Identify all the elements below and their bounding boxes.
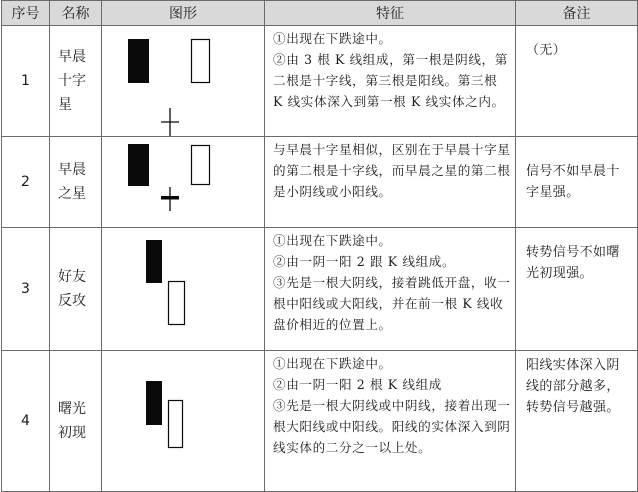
row-no: 1 <box>2 26 50 137</box>
table-row <box>2 228 638 351</box>
bullish-candle-body <box>169 282 185 325</box>
bearish-candle-body <box>146 381 162 425</box>
row-no: 4 <box>2 351 50 492</box>
piercing-line-chart <box>102 351 265 491</box>
row-name-text: 曙光初现 <box>58 401 86 441</box>
row-no: 3 <box>2 228 50 351</box>
feature-line: ①出现在下跌途中。 <box>273 31 392 46</box>
bearish-candle-body <box>128 39 149 83</box>
header-note: 备注 <box>516 1 638 26</box>
row-features <box>265 351 516 492</box>
morning-doji-star-candlestick-pattern-icon <box>102 26 265 137</box>
candlestick-patterns-table <box>1 0 638 492</box>
row-note: 阳线实体深入阴线的部分越多，转势信号越强。 <box>516 351 638 492</box>
table-row <box>2 137 638 228</box>
bearish-candle-body <box>128 144 149 186</box>
feature-line: ①出现在下跌途中。 <box>273 356 392 371</box>
feature-line: ③先是一根大阴线，接着跳低开盘，收一根中阳线或大阳线，并在前一根 K 线收盘价相近的位置上。 <box>273 275 511 332</box>
table-header-row <box>2 1 638 26</box>
bullish-candle-body <box>169 401 183 448</box>
table-row <box>2 351 638 492</box>
row-note: 转势信号不如曙光初现强。 <box>516 228 638 351</box>
morning-doji-star-chart <box>102 26 265 136</box>
row-name <box>50 351 102 492</box>
bullish-counterattack-chart <box>102 228 265 350</box>
bullish-counterattack-candlestick-pattern-icon <box>102 228 265 351</box>
row-name-text: 好友反攻 <box>58 269 86 309</box>
row-note: 信号不如早晨十字星强。 <box>516 137 638 228</box>
bullish-candle-body <box>192 40 210 83</box>
bearish-candle-body <box>146 240 162 283</box>
row-features <box>265 26 516 137</box>
row-features <box>265 228 516 351</box>
bullish-candle-body <box>192 146 210 185</box>
row-no: 2 <box>2 137 50 228</box>
morning-star-candlestick-pattern-icon <box>102 137 265 228</box>
feature-line: ②由 3 根 K 线组成，第一根是阴线，第二根是十字线，第三根是阳线。第三根 K 线实体深入到第一根 K 线实体之内。 <box>273 52 508 109</box>
piercing-line-candlestick-pattern-icon <box>102 351 265 492</box>
header-no: 序号 <box>2 1 50 26</box>
feature-line: 与早晨十字星相似，区别在于早晨十字星的第二根是十字线，而早晨之星的第二根是小阴线或小阳线。 <box>273 142 511 199</box>
morning-star-chart <box>102 137 265 227</box>
feature-line: ②由一阴一阳 2 根 K 线组成 <box>273 377 442 392</box>
row-features <box>265 137 516 228</box>
header-name: 名称 <box>50 1 102 26</box>
row-name <box>50 26 102 137</box>
table-row <box>2 26 638 137</box>
header-features: 特征 <box>265 1 516 26</box>
small-candle-body <box>161 196 179 200</box>
row-name-text: 早晨之星 <box>58 162 86 202</box>
feature-line: ③先是一根大阴线或中阴线，接着出现一根大阳线或中阳线。阳线的实体深入到阴线实体的二分之一以上处。 <box>273 398 511 455</box>
row-name <box>50 228 102 351</box>
feature-line: ①出现在下跌途中。 <box>273 233 392 248</box>
row-name <box>50 137 102 228</box>
feature-line: ②由一阴一阳 2 跟 K 线组成。 <box>273 254 456 269</box>
row-note: （无） <box>516 26 638 137</box>
row-name-text: 早晨十字星 <box>58 49 86 113</box>
header-figure: 图形 <box>102 1 265 26</box>
